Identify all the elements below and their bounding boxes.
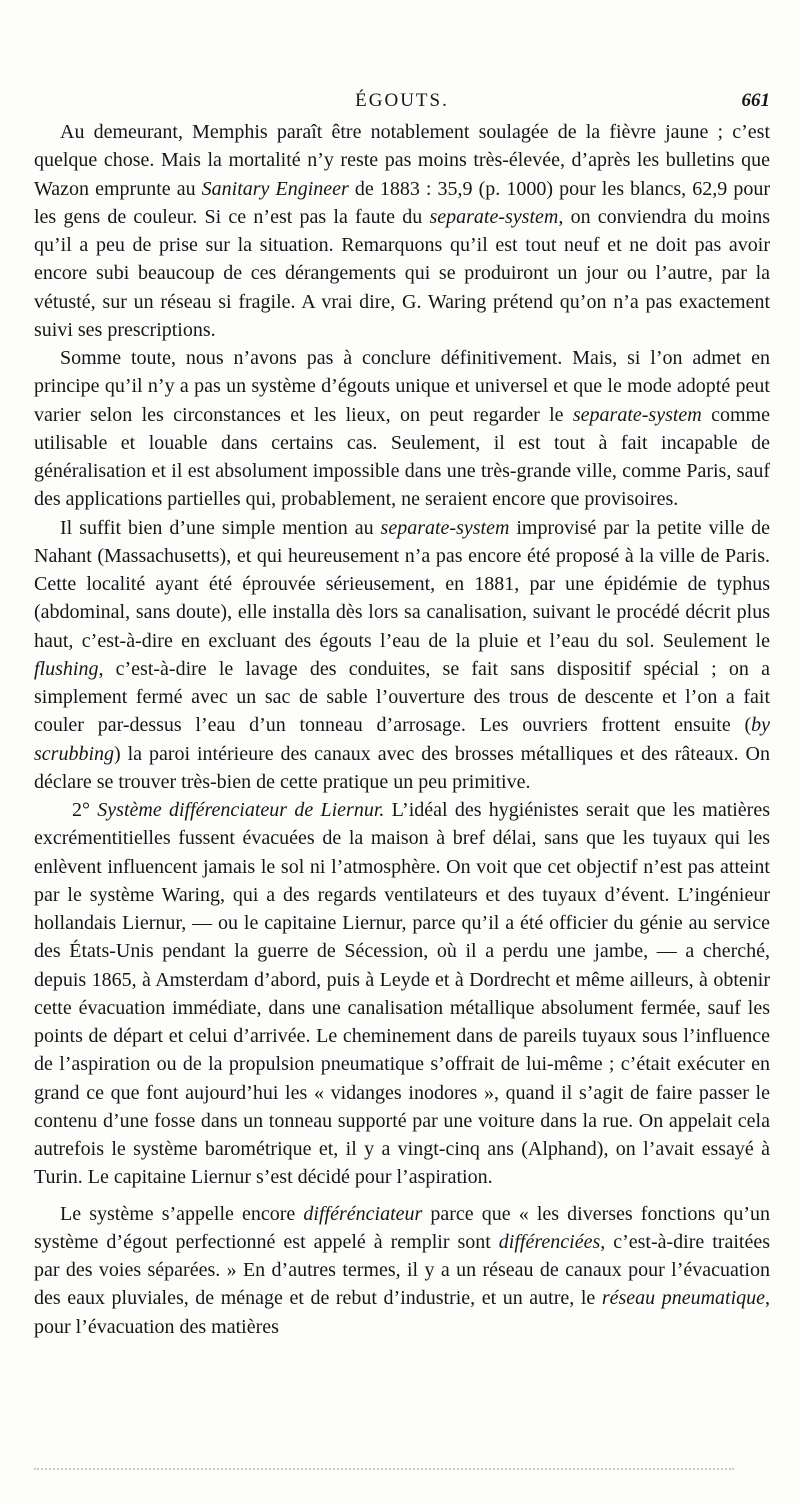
text-run: Somme toute, nous n’avons pas à conclure définitivement. Mais, si l’on admet en principe qu’il n’y a pas un système d’égouts unique et universel et que le mode adopté peut varier selon les circonstances et les lieux, on peut regarder le	[34, 347, 770, 426]
page-number: 661	[741, 90, 770, 111]
text-run: Au demeurant, Memphis paraît être notablement soulagée de la fièvre jaune ; c’est quelque chose. Mais la mortalité n’y reste pas moins très-élevée, d’après les bulletins que Wazon emprunte au	[34, 121, 770, 200]
running-title: ÉGOUTS.	[355, 90, 449, 111]
text-run: improvisé par la petite ville de Nahant (Massachusetts), et qui heureusement n’a pas encore été proposé à la ville de Paris. Cette localité ayant été éprouvée sérieusement, en 1881, par une épidémie de typhus (abdominal, sans doute), elle installa dès lors sa canalisation, suivant le procédé décrit plus haut, c’est-à-dire en excluant des égouts l’eau de la pluie et l’eau du sol. Seulement le	[34, 516, 770, 652]
text-run: de 1883 : 35,9 (p. 1000) pour les blancs, 62,9 pour les gens de couleur. Si ce n’est pas la faute du	[34, 177, 770, 228]
italic-text-run: réseau pneumatique	[601, 1287, 765, 1310]
text-run: Le système s’appelle encore	[60, 1202, 304, 1225]
text-run: 2°	[72, 799, 98, 821]
text-run: , on conviendra du moins qu’il a peu de prise sur la situation. Remarquons qu’il est tout neuf et ne doit pas avoir encore subi beaucoup de ces dérangements qui se produiront un jour ou l’autre, par la vétusté, sur un réseau si fragile. A vrai dire, G. Waring prétend qu’on n’a pas exactement suivi ses prescriptions.	[34, 205, 770, 341]
italic-text-run: différenciées	[498, 1230, 601, 1253]
page-body	[34, 118, 770, 1341]
italic-text-run: separate-system	[429, 205, 559, 228]
text-run: comme utilisable et louable dans certains cas. Seulement, il est tout à fait incapable de généralisation et il est absolument impossible dans une très-grande ville, comme Paris, sauf des applications partielles qui, probablement, ne seraient encore que provisoires.	[34, 403, 770, 511]
italic-text-run: separate-system	[380, 516, 510, 539]
paragraph-somme-toute	[34, 344, 770, 514]
paragraph-liernur-system	[34, 796, 770, 1192]
paragraph-memphis	[34, 118, 770, 344]
text-run: , pour l’évacuation des matières	[34, 1287, 770, 1338]
italic-text-run: separate-system	[572, 403, 702, 426]
text-run: parce que « les diverses fonctions qu’un système d’égout perfectionné est appelé à remplir sont	[34, 1202, 771, 1253]
paragraph-nahant	[34, 514, 770, 797]
text-run: , c’est-à-dire le lavage des conduites, se fait sans dispositif spécial ; on a simplement fermé avec un sac de sable l’ouverture des trous de descente et l’on a fait couler par-dessus l’eau d’un tonneau d’arrosage. Les ouvriers frottent ensuite (	[34, 657, 770, 737]
text-run: Il suffit bien d’une simple mention au	[60, 516, 381, 539]
text-run: L’idéal des hygiénistes serait que les matières excrémentitielles fussent évacuées de la maison à bref délai, sans que les tuyaux qui les enlèvent influencent jamais le sol ni l’atmosphère. On voit que cet objectif n’est pas atteint par le système Waring, qui a des regards ventilateurs et des tuyaux d’évent. L’ingénieur hollandais Liernur, — ou le capitaine Liernur, parce qu’il a été officier du génie au service des États-Unis pendant la guerre de Sécession, où il a perdu une jambe, — a cherché, depuis 1865, à Amsterdam d’abord, puis à Leyde et à Dordrecht et même ailleurs, à obtenir cette évacuation immédiate, dans une canalisation métallique absolument fermée, sauf les points de départ et celui d’arrivée. Le cheminement dans de pareils tuyaux sous l’influence de l’aspiration ou de la propulsion pneumatique s’offrait de lui-même ; c’était exécuter en grand ce que font aujourd’hui les « vidanges inodores », quand il s’agit de faire passer le contenu d’une fosse dans un tonneau supporté par une voiture dans la rue. On appelait cela autrefois le système barométrique et, il y a vingt-cinq ans (Alphand), on l’avait essayé à Turin. Le capitaine Liernur s’est décidé pour l’aspiration.	[34, 799, 771, 1189]
paragraph-differenciateur	[34, 1200, 770, 1341]
running-head	[34, 88, 770, 114]
italic-text-run: flushing	[34, 657, 99, 680]
text-run: ) la paroi intérieure des canaux avec des brosses métalliques et des râteaux. On déclare se trouver très-bien de cette pratique un peu primitive.	[34, 742, 770, 793]
italic-text-run: by scrubbing	[34, 714, 770, 765]
footer-print-artifact	[34, 1468, 734, 1474]
text-run: , c’est-à-dire traitées par des voies séparées. » En d’autres termes, il y a un réseau de canaux pour l’évacuation des eaux pluviales, de ménage et de rebut d’industrie, et un autre, le	[34, 1230, 770, 1310]
italic-text-run: différénciateur	[303, 1202, 423, 1225]
italic-text-run: Système différenciateur de Liernur.	[97, 799, 385, 821]
italic-text-run: Sanitary Engineer	[201, 177, 349, 200]
